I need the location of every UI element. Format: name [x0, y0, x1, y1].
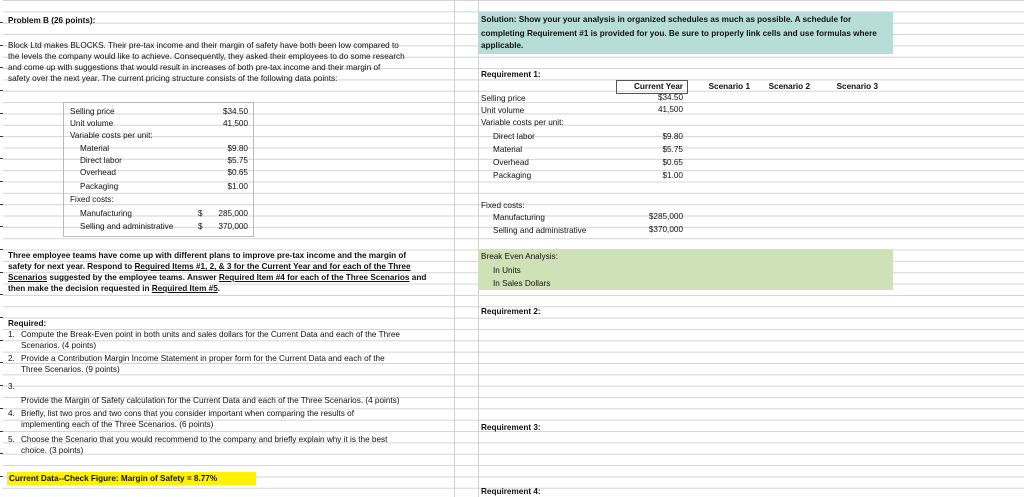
- intro-line: Block Ltd makes BLOCKS. Their pre-tax income and their margin of safety have both been low compared to: [8, 41, 399, 50]
- manufacturing-current[interactable]: $285,000: [648, 212, 683, 221]
- requirement-2-heading: Requirement 2:: [481, 307, 541, 316]
- requirement-1-heading: Requirement 1:: [481, 70, 541, 79]
- column-divider: [454, 0, 455, 497]
- required-title: Required:: [8, 319, 47, 328]
- material-value[interactable]: $9.80: [227, 144, 248, 153]
- row-tick: [0, 22, 3, 23]
- teams-link-text: Scenarios: [8, 273, 48, 282]
- required-text: Briefly, list two pros and two cons that you consider important when comparing the results of: [21, 409, 354, 418]
- direct-labor-current[interactable]: $9.80: [662, 132, 683, 141]
- row-tick: [0, 158, 3, 159]
- teams-line: Three employee teams have come up with different plans to improve pre-tax income and the margin of: [8, 251, 407, 260]
- problem-title: Problem B (26 points):: [8, 16, 96, 25]
- intro-line: the levels the company would like to achieve. Consequently, they asked their employees to do some research: [8, 52, 405, 61]
- selling-price-current[interactable]: $34.50: [657, 93, 683, 102]
- overhead-value[interactable]: $0.65: [227, 168, 248, 177]
- required-number: 3.: [8, 382, 15, 391]
- row-tick: [0, 362, 3, 363]
- selling-price-row-label: Selling price: [481, 94, 526, 103]
- row-tick: [0, 431, 3, 432]
- packaging-label: Packaging: [80, 182, 119, 191]
- variable-costs-label: Variable costs per unit:: [70, 131, 153, 140]
- column-header-scenario-3: Scenario 3: [836, 82, 878, 91]
- column-header-current-year: Current Year: [634, 82, 683, 91]
- teams-link-text: Required Item #4 for each of the Three Scenarios: [218, 273, 410, 282]
- requirement-3-heading: Requirement 3:: [481, 423, 541, 432]
- break-even-dollars: In Sales Dollars: [493, 279, 551, 288]
- required-number: 4.: [8, 409, 15, 418]
- unit-volume-value[interactable]: 41,500: [222, 119, 248, 128]
- direct-labor-row-label: Direct labor: [493, 132, 535, 141]
- solution-line: applicable.: [481, 41, 524, 50]
- row-tick: [0, 317, 3, 318]
- row-tick: [0, 385, 3, 386]
- row-tick: [0, 45, 3, 46]
- manufacturing-value[interactable]: 285,000: [218, 209, 248, 218]
- row-tick: [0, 226, 3, 227]
- fixed-costs-label: Fixed costs:: [70, 195, 114, 204]
- required-number: 5.: [8, 435, 15, 444]
- row-tick: [0, 340, 3, 341]
- packaging-value[interactable]: $1.00: [227, 182, 248, 191]
- row-tick: [0, 476, 3, 477]
- row-tick: [0, 136, 3, 137]
- required-text: choice. (3 points): [21, 446, 84, 455]
- solution-line: completing Requirement #1 is provided for you. Be sure to properly link cells and use formulas where: [481, 29, 877, 38]
- teams-text: safety for next year. Respond to: [8, 262, 135, 271]
- required-text: Scenarios. (4 points): [21, 341, 97, 350]
- manufacturing-dollar: $: [198, 209, 203, 218]
- unit-volume-label: Unit volume: [70, 119, 114, 128]
- row-tick: [0, 408, 3, 409]
- teams-link-text: Required Items #1, 2, & 3 for the Current Year and for each of the Three: [134, 262, 411, 271]
- fixed-costs-row-label: Fixed costs:: [481, 201, 525, 210]
- column-header-scenario-2: Scenario 2: [768, 82, 810, 91]
- required-text: implementing each of the Three Scenarios. (6 points): [21, 420, 214, 429]
- solution-line: Solution: Show your your analysis in organized schedules as much as possible. A schedule for: [481, 15, 852, 24]
- selling-price-label: Selling price: [70, 107, 115, 116]
- packaging-row-label: Packaging: [493, 171, 532, 180]
- selling-admin-row-label: Selling and administrative: [493, 226, 587, 235]
- unit-volume-row-label: Unit volume: [481, 106, 525, 115]
- column-header-scenario-1: Scenario 1: [708, 82, 750, 91]
- row-tick: [0, 67, 3, 68]
- required-text: Provide the Margin of Safety calculation for the Current Data and each of the Three Scenarios. (4 points): [21, 396, 400, 405]
- row-tick: [0, 272, 3, 273]
- manufacturing-row-label: Manufacturing: [493, 213, 545, 222]
- selling-admin-value[interactable]: 370,000: [218, 222, 248, 231]
- break-even-units: In Units: [493, 266, 521, 275]
- check-figure: Current Data--Check Figure: Margin of Safety = 8.77%: [9, 474, 218, 483]
- direct-labor-label: Direct labor: [80, 156, 122, 165]
- packaging-current[interactable]: $1.00: [662, 171, 683, 180]
- required-text: Choose the Scenario that you would recommend to the company and briefly explain why it is the best: [21, 435, 388, 444]
- required-text: Three Scenarios. (9 points): [21, 365, 120, 374]
- selling-admin-current[interactable]: $370,000: [648, 225, 683, 234]
- row-tick: [0, 90, 3, 91]
- row-tick: [0, 204, 3, 205]
- overhead-label: Overhead: [80, 168, 116, 177]
- teams-line: [8, 261, 411, 272]
- direct-labor-value[interactable]: $5.75: [227, 156, 248, 165]
- row-tick: [0, 453, 3, 454]
- intro-line: safety over the next year. The current pricing structure consists of the following data points:: [8, 74, 338, 83]
- required-number: 2.: [8, 354, 15, 363]
- teams-text: .: [217, 284, 221, 293]
- row-tick: [0, 249, 3, 250]
- selling-admin-label: Selling and administrative: [80, 222, 174, 231]
- teams-text: suggested by the employee teams. Answer: [47, 273, 219, 282]
- requirement-4-heading: Requirement 4:: [481, 487, 541, 496]
- overhead-row-label: Overhead: [493, 158, 529, 167]
- required-text: Compute the Break-Even point in both units and sales dollars for the Current Data and each of the Three: [21, 330, 400, 339]
- teams-link-text: Required Item #5: [151, 284, 218, 293]
- material-row-label: Material: [493, 145, 523, 154]
- required-number: 1.: [8, 330, 15, 339]
- break-even-title: Break Even Analysis:: [481, 252, 558, 261]
- intro-line: and come up with suggestions that would result in increases of both pre-tax income and their margin of: [8, 63, 381, 72]
- row-tick: [0, 113, 3, 114]
- teams-text: then make the decision requested in: [8, 284, 152, 293]
- row-tick: [0, 294, 3, 295]
- row-tick: [0, 181, 3, 182]
- material-current[interactable]: $5.75: [662, 145, 683, 154]
- material-label: Material: [80, 144, 110, 153]
- teams-line: [8, 272, 426, 283]
- variable-costs-row-label: Variable costs per unit:: [481, 118, 564, 127]
- overhead-current[interactable]: $0.65: [662, 158, 683, 167]
- unit-volume-current[interactable]: 41,500: [657, 105, 683, 114]
- teams-text: and: [409, 273, 427, 282]
- manufacturing-label: Manufacturing: [80, 209, 132, 218]
- teams-line: [8, 283, 220, 294]
- selling-admin-dollar: $: [198, 222, 203, 231]
- required-text: Provide a Contribution Margin Income Statement in proper form for the Current Data and each of the: [21, 354, 385, 363]
- selling-price-value[interactable]: $34.50: [222, 107, 248, 116]
